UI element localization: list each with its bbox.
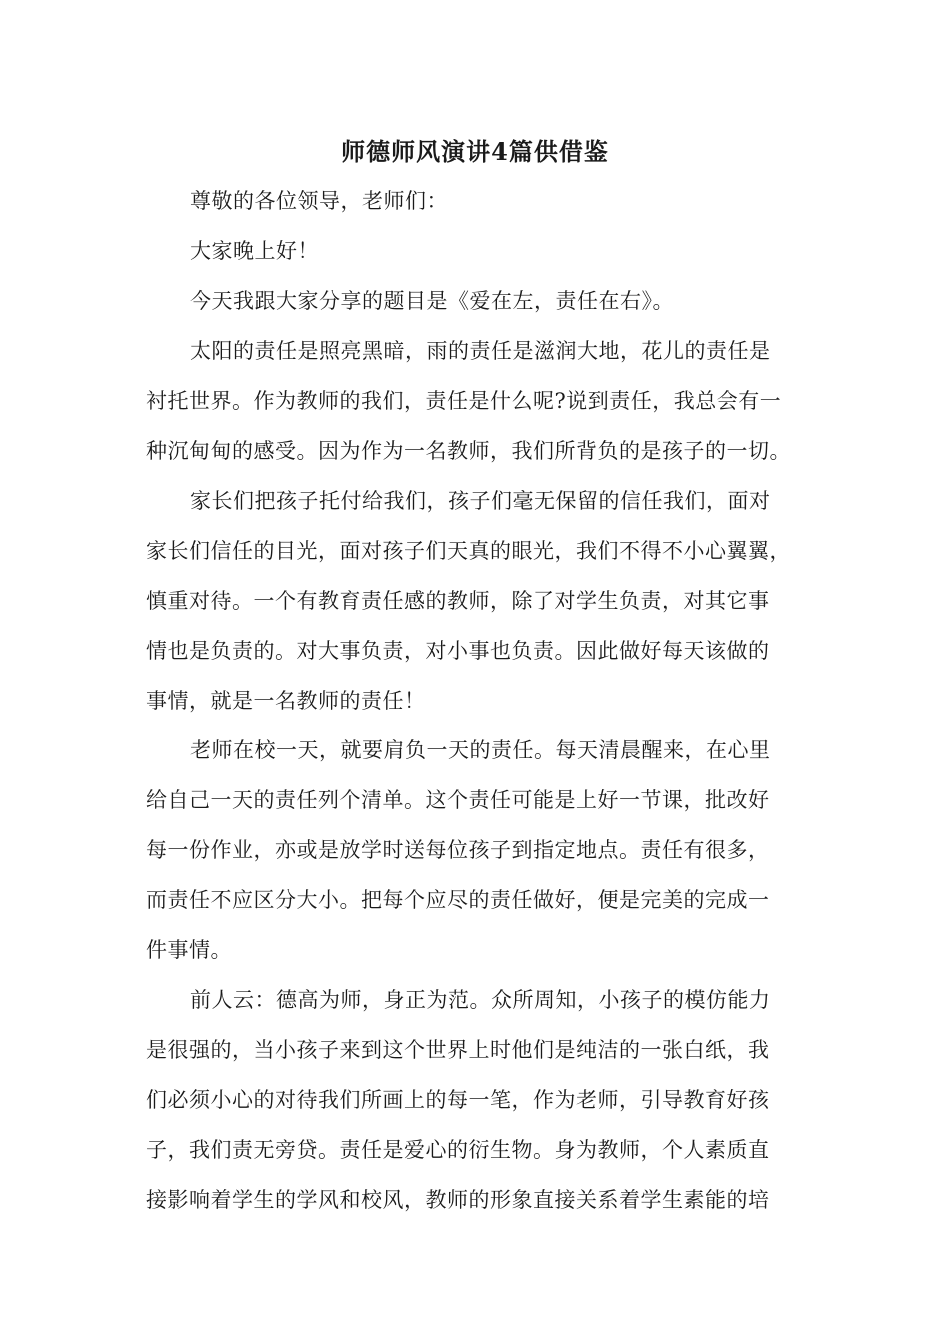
paragraph-line: 件事情。: [146, 938, 232, 962]
paragraph-line: 老师在校一天，就要肩负一天的责任。每天清晨醒来，在心里: [190, 738, 771, 762]
paragraph-line: 衬托世界。作为教师的我们，责任是什么呢?说到责任，我总会有一: [146, 389, 782, 413]
paragraph-line: 给自己一天的责任列个清单。这个责任可能是上好一节课，批改好: [146, 788, 770, 812]
paragraph-line: 而责任不应区分大小。把每个应尽的责任做好，便是完美的完成一: [146, 888, 770, 912]
paragraph-line: 子，我们责无旁贷。责任是爱心的衍生物。身为教师，个人素质直: [146, 1138, 770, 1162]
topic-line: 今天我跟大家分享的题目是《爱在左，责任在右》。: [190, 289, 674, 313]
paragraph-line: 家长们信任的目光，面对孩子们天真的眼光，我们不得不小心翼翼，: [146, 539, 791, 563]
paragraph-line: 慎重对待。一个有教育责任感的教师，除了对学生负责，对其它事: [146, 589, 770, 613]
paragraph-line: 家长们把孩子托付给我们，孩子们毫无保留的信任我们，面对: [190, 489, 771, 513]
document-title: 师德师风演讲4篇供借鉴: [341, 137, 609, 166]
paragraph-line: 太阳的责任是照亮黑暗，雨的责任是滋润大地，花儿的责任是: [190, 339, 771, 363]
paragraph-line: 接影响着学生的学风和校风，教师的形象直接关系着学生素能的培: [146, 1188, 770, 1212]
paragraph-line: 前人云：德高为师，身正为范。众所周知，小孩子的模仿能力: [190, 988, 771, 1012]
paragraph-line: 是很强的，当小孩子来到这个世界上时他们是纯洁的一张白纸，我: [146, 1038, 770, 1062]
paragraph-line: 情也是负责的。对大事负责，对小事也负责。因此做好每天该做的: [146, 639, 770, 663]
paragraph-line: 每一份作业，亦或是放学时送每位孩子到指定地点。责任有很多，: [146, 838, 770, 862]
greeting-line: 大家晚上好！: [190, 239, 319, 263]
paragraph-line: 种沉甸甸的感受。因为作为一名教师，我们所背负的是孩子的一切。: [146, 439, 791, 463]
paragraph-line: 事情，就是一名教师的责任！: [146, 689, 426, 713]
paragraph-line: 们必须小心的对待我们所画上的每一笔，作为老师，引导教育好孩: [146, 1088, 770, 1112]
salutation-line: 尊敬的各位领导，老师们：: [190, 189, 448, 213]
